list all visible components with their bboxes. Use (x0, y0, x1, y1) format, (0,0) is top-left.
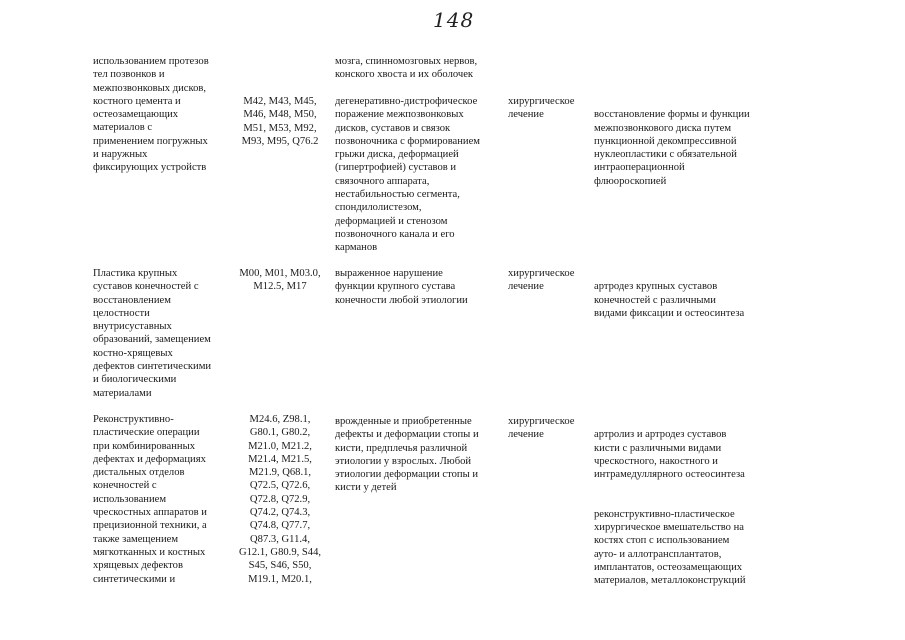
row3-procedure-1: артролиз и артродез суставов кисти с различными видами чрескостного, накостного и интрамедуллярного остеосинтеза (594, 429, 745, 481)
row1-condition: дегенеративно-дистрофическое поражение межпозвонковых дисков, суставов и связок позвоночника с формированием грыжи диска, деформацией (гипертрофией) суставов и связочного аппарата, нестабильностью сегмента, спондилолистезом, деформацией и стенозом позвоночного канала и его карманов (335, 96, 480, 254)
page-number: 148 (433, 8, 475, 32)
row2-condition: выраженное нарушение функции крупного сустава конечности любой этиологии (335, 268, 468, 306)
row0-condition: мозга, спинномозговых нервов, конского хвоста и их оболочек (335, 56, 478, 81)
row3-condition: врожденные и приобретенные дефекты и деформации стопы и кисти, предплечья различной этиологии у взрослых. Любой этиологии деформации стопы и кисти у детей (335, 416, 479, 494)
row1-procedure-1: восстановление формы и функции межпозвонкового диска путем пункционной декомпрессивной нуклеопластики с обязательной интраоперационной флюороскопией (594, 109, 750, 187)
row2-procedure (594, 267, 784, 333)
row3-procedure (594, 415, 784, 601)
row3-treatment: хирургическое лечение (508, 416, 575, 441)
row3-procedure-2: реконструктивно-пластическое хирургическое вмешательство на костях стоп с использованием ауто- и аллотрансплантатов, имплантатов, остеозамещающих материалов, металлоконструкций (594, 508, 746, 587)
row1-treatment: хирургическое лечение (508, 96, 575, 121)
row1-procedure (594, 95, 784, 201)
row2-procedure-1: артродез крупных суставов конечностей с различными видами фиксации и остеосинтеза (594, 281, 745, 319)
row1-codes: M42, M43, M45, M46, M48, M50, M51, M53, M92, M93, M95, Q76.2 (241, 96, 319, 147)
row2-codes: M00, M01, M03.0, M12.5, M17 (239, 268, 321, 293)
row3-codes: M24.6, Z98.1, G80.1, G80.2, M21.0, M21.2, M21.4, M21.5, M21.9, Q68.1, Q72.5, Q72.6, Q72.8, Q72.9, Q74.2, Q74.3, Q74.8, Q77.7, Q87.3, G11.4, G12.1, G80.9, S44, S45, S46, S50, M19.1, M20.1, (238, 414, 322, 585)
row0-method: использованием протезов тел позвонков и межпозвонковых дисков, костного цемента и остеозамещающих материалов с применением погружных и наружных фиксирующих устройств (93, 56, 209, 174)
row3-method: Реконструктивно- пластические операции при комбинированных дефектах и деформациях дистальных отделов конечностей с использованием чрескостных аппаратов и прецизионной техники, а также замещением мягкотканных и костных хрящевых дефектов синтетическими и (93, 414, 207, 585)
row2-treatment: хирургическое лечение (508, 268, 575, 293)
row2-method: Пластика крупных суставов конечностей с восстановлением целостности внутрисуставных образований, замещением костно-хрящевых дефектов синтетическими и биологическими материалами (93, 268, 212, 399)
